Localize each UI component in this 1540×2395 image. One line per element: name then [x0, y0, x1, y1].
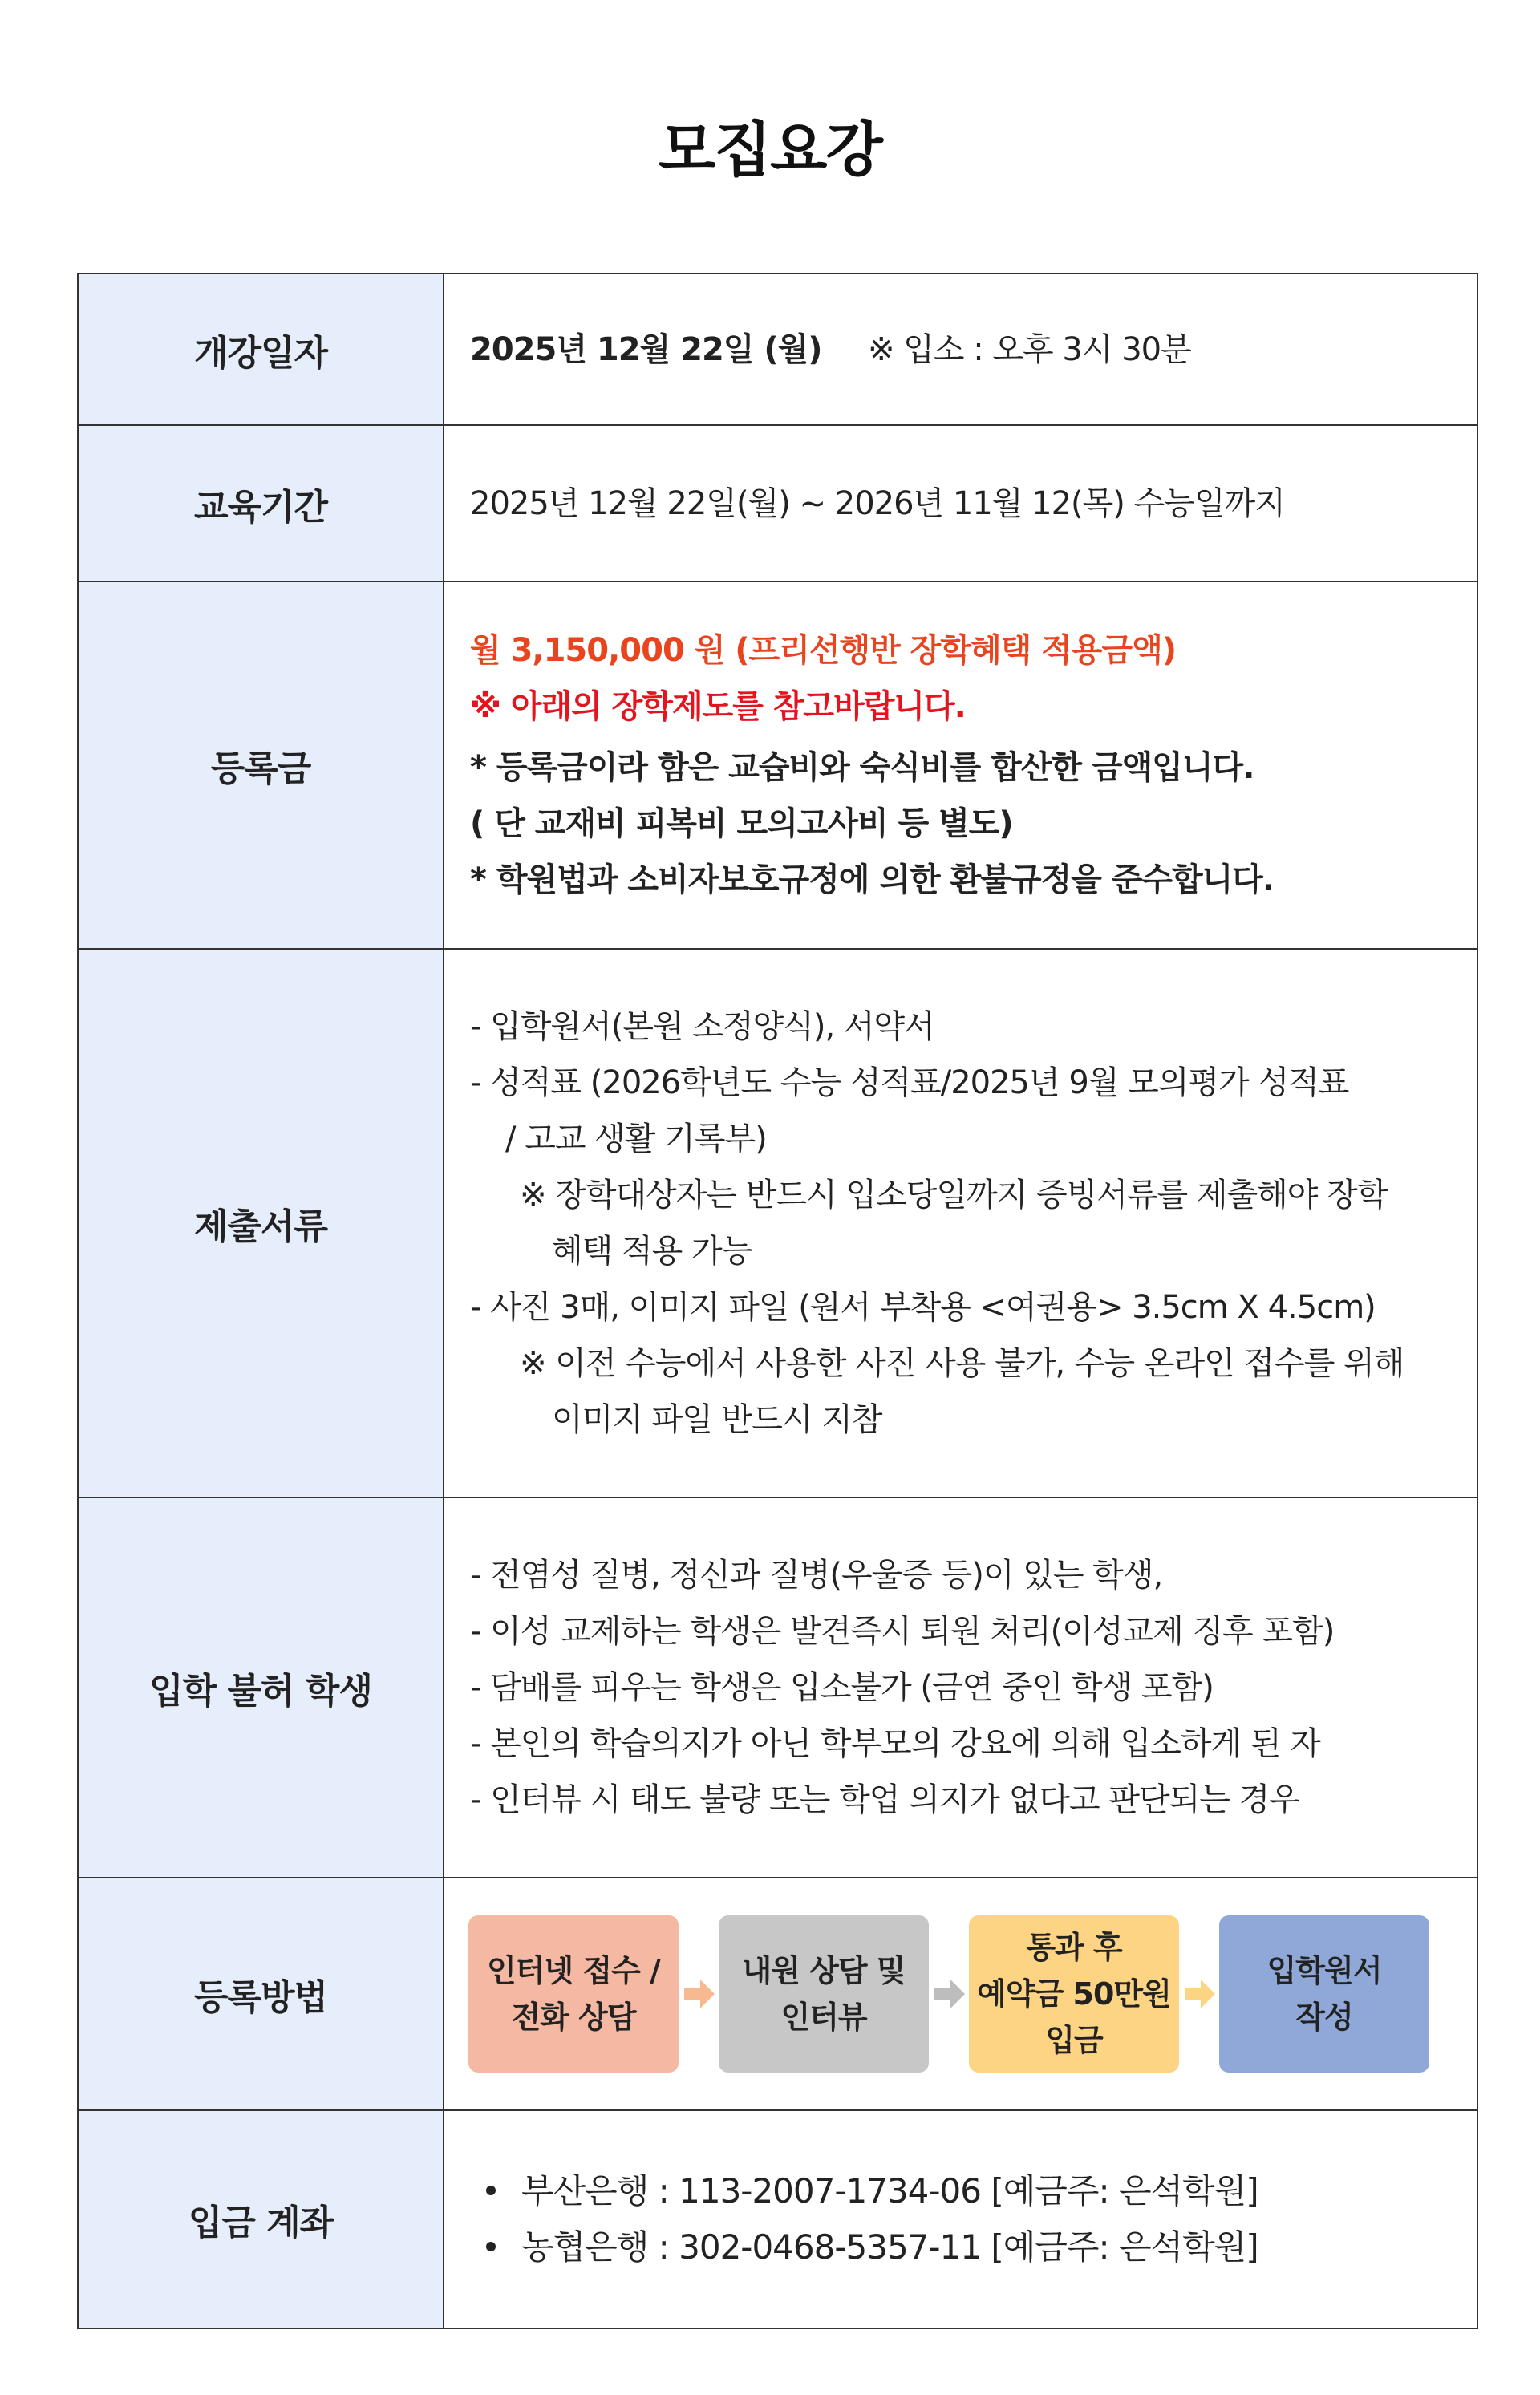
row-start-date — [78, 274, 1477, 425]
denied-line: - 인터뷰 시 태도 불량 또는 학업 의지가 없다고 판단되는 경우 — [470, 1781, 1299, 1818]
tuition-note: * 학원법과 소비자보호규정에 의한 환불규정을 준수합니다. — [470, 861, 1275, 898]
start-date-main: 2025년 12월 22일 (월) — [470, 330, 822, 368]
document-line: - 성적표 (2026학년도 수능 성적표/2025년 9월 모의평가 성적표 — [470, 1064, 1349, 1101]
bank-account-label: 입금 계좌 — [78, 2110, 444, 2328]
step-consultation: 내원 상담 및 인터뷰 — [719, 1915, 929, 2073]
bullet-icon — [486, 2186, 496, 2195]
admission-denied-label: 입학 불허 학생 — [78, 1497, 444, 1878]
tuition-note: * 등록금이라 함은 교습비와 숙식비를 합산한 금액입니다. — [470, 749, 1254, 786]
documents-value — [444, 949, 1477, 1497]
row-registration — [78, 1878, 1477, 2110]
document-line: 혜택 적용 가능 — [552, 1233, 752, 1270]
row-admission-denied — [78, 1497, 1477, 1878]
scholarship-note: ※ 아래의 장학제도를 참고바랍니다. — [470, 688, 966, 725]
bank-account-list — [470, 2163, 1453, 2275]
row-tuition — [78, 582, 1477, 949]
denied-line: - 담배를 피우는 학생은 입소불가 (금연 중인 학생 포함) — [470, 1669, 1214, 1706]
registration-value — [444, 1878, 1477, 2110]
tuition-amount: 월 3,150,000 원 (프리선행반 장학혜택 적용금액) — [470, 632, 1177, 669]
education-period-text: 2025년 12월 22일(월) ~ 2026년 11월 12(목) 수능일까지 — [470, 484, 1285, 522]
start-date-label: 개강일자 — [78, 274, 444, 425]
step-application-form: 입학원서 작성 — [1219, 1915, 1429, 2073]
recruitment-table — [77, 273, 1478, 2329]
bank-account-item: 부산은행 : 113-2007-1734-06 [예금주: 은석학원] — [470, 2163, 1453, 2219]
bank-account-item: 농협은행 : 302-0468-5357-11 [예금주: 은석학원] — [470, 2219, 1453, 2275]
documents-label: 제출서류 — [78, 949, 444, 1497]
document-line: / 고교 생활 기록부) — [505, 1121, 767, 1157]
document-line: 이미지 파일 반드시 지참 — [552, 1401, 882, 1438]
row-bank-account — [78, 2110, 1477, 2328]
document-line: - 입학원서(본원 소정양식), 서약서 — [470, 1008, 934, 1045]
document-line: ※ 장학대상자는 반드시 입소당일까지 증빙서류를 제출해야 장학 — [520, 1177, 1388, 1214]
tuition-value — [444, 582, 1477, 949]
denied-line: - 전염성 질병, 정신과 질병(우울증 등)이 있는 학생, — [470, 1557, 1163, 1594]
page-title: 모집요강 — [659, 115, 881, 184]
denied-line: - 이성 교제하는 학생은 발견즉시 퇴원 처리(이성교제 징후 포함) — [470, 1613, 1335, 1650]
check-in-note: ※ 입소 : 오후 3시 30분 — [868, 330, 1191, 368]
arrow-right-icon — [1179, 1970, 1219, 2018]
step-deposit: 통과 후 예약금 50만원 입금 — [969, 1915, 1179, 2073]
admission-denied-value — [444, 1497, 1477, 1878]
denied-line: - 본인의 학습의지가 아닌 학부모의 강요에 의해 입소하게 된 자 — [470, 1725, 1320, 1762]
registration-steps — [468, 1915, 1453, 2073]
row-documents — [78, 949, 1477, 1497]
document-line: - 사진 3매, 이미지 파일 (원서 부착용 <여권용> 3.5cm X 4.5cm) — [470, 1289, 1376, 1326]
tuition-label: 등록금 — [78, 582, 444, 949]
row-education-period — [78, 425, 1477, 582]
bullet-icon — [486, 2242, 496, 2251]
registration-label: 등록방법 — [78, 1878, 444, 2110]
arrow-right-icon — [929, 1970, 969, 2018]
education-period-label: 교육기간 — [78, 425, 444, 582]
start-date-value — [444, 274, 1477, 425]
bank-account-value — [444, 2110, 1477, 2328]
arrow-right-icon — [679, 1970, 719, 2018]
step-online-apply: 인터넷 접수 / 전화 상담 — [468, 1915, 679, 2073]
tuition-note: ( 단 교재비 피복비 모의고사비 등 별도) — [470, 805, 1013, 842]
document-line: ※ 이전 수능에서 사용한 사진 사용 불가, 수능 온라인 접수를 위해 — [520, 1345, 1404, 1382]
education-period-value — [444, 425, 1477, 582]
